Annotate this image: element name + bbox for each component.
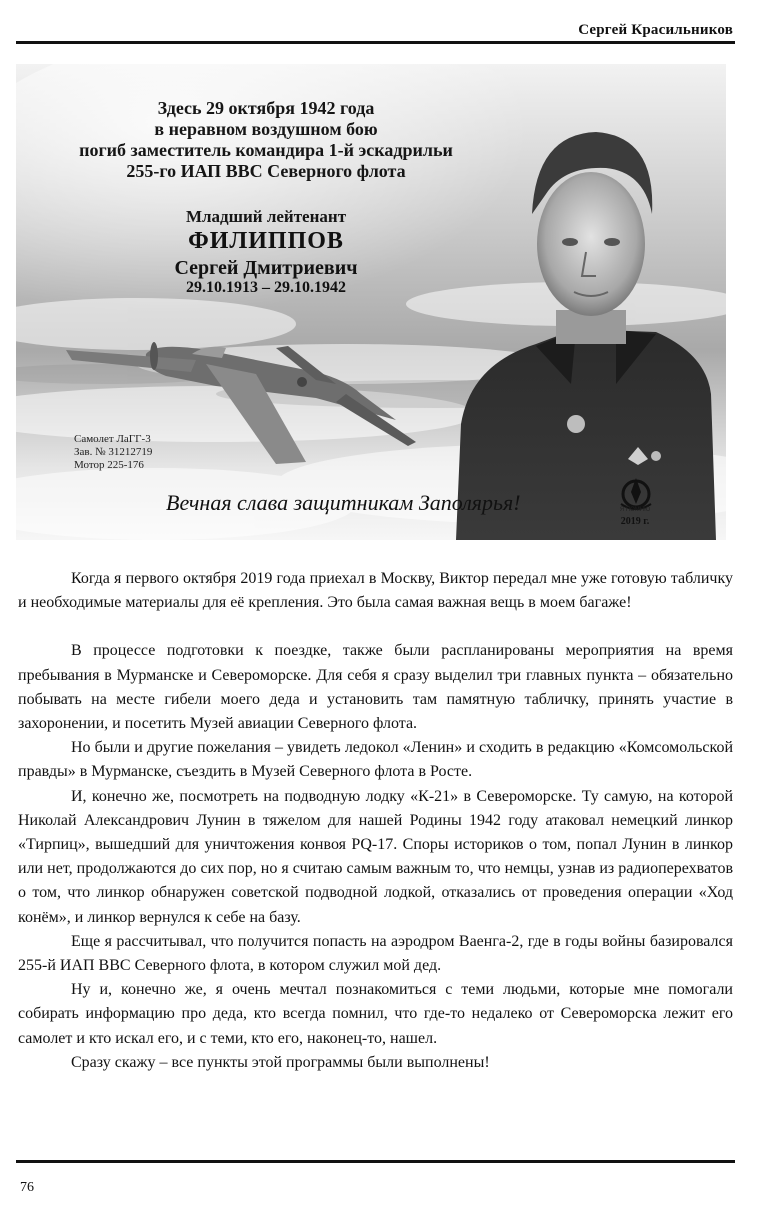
plaque-year: 2019 г. (620, 516, 650, 527)
plaque-inscription (46, 98, 486, 182)
paragraph: Ну и, конечно же, я очень мечтал познакомиться с теми людьми, которые мне помогали собирать информацию про деда, кто всегда помнил, что где-то недалеко от Североморска лежит его самолет и кто искал его, и с теми, кто его, наконец-то, нашел. (18, 981, 733, 1047)
paragraph: Но были и другие пожелания – увидеть ледокол «Ленин» и сходить в редакцию «Комсомольской правды» в Мурманске, съездить в Музей Северного флота в Росте. (18, 739, 733, 781)
paragraph: Когда я первого октября 2019 года приехал в Москву, Виктор передал мне уже готовую табличку и необходимые материалы для её крепления. Это была самая важная вещь в моем багаже! (18, 570, 733, 612)
paragraph: И, конечно же, посмотреть на подводную лодку «К-21» в Североморске. Ту самую, на которой Николай Александрович Лунин в тяжелом для нашей Родины 1942 году атаковал немецкий линкор «Тирпиц», вышедший для уничтожения конвоя PQ-17. Споры историков о том, попал Лунин в линкор или нет, продолжаются до сих пор, но я считаю самым важным то, что немцы, узнав из радиоперехватов о том, что линкор обнаружен советской подводной лодкой, отказались от проведения операции «Ход конём», и линкор вернулся к себе на базу. (18, 787, 733, 926)
aircraft-caption-line: Зав. № 31212719 (74, 446, 153, 458)
article-body (18, 567, 733, 1075)
paragraph: В процессе подготовки к поездке, также были распланированы мероприятия на время пребывания в Мурманске и Североморске. Для себя я сразу выделил три главных пункта – обязательно побывать на месте гибели моего деда и установить там памятную табличку, принять участие в захоронении, и посетить Музей авиации Северного флота. (18, 642, 733, 733)
plaque-line: 255-го ИАП ВВС Северного флота (126, 161, 406, 181)
aircraft-caption-line: Мотор 225-176 (74, 459, 144, 471)
aircraft-caption-line: Самолет ЛаГГ-3 (74, 433, 151, 445)
plaque-name: Сергей Дмитриевич (174, 257, 358, 279)
paragraph: Сразу скажу – все пункты этой программы были выполнены! (71, 1053, 490, 1071)
plaque-rank: Младший лейтенант (185, 207, 347, 226)
plaque-dates: 29.10.1913 – 29.10.1942 (186, 279, 346, 296)
aircraft-caption (74, 433, 152, 472)
page-number: 76 (20, 1180, 34, 1195)
paragraph: Еще я рассчитывал, что получится попасть на аэродром Ваенга-2, где в годы войны базировался 255-й ИАП ВВС Северного флота, в котором служил мой дед. (18, 932, 733, 975)
running-header-author: Сергей Красильников (578, 22, 733, 38)
plaque-line: Здесь 29 октября 1942 года (157, 98, 375, 118)
plaque-surname: ФИЛИППОВ (188, 228, 344, 254)
plaque-line: в неравном воздушном бою (154, 119, 378, 139)
header-rule (16, 41, 735, 44)
plaque-line: погиб заместитель командира 1-й эскадрильи (79, 140, 453, 160)
emblem-caption: Я ПОМНЮ (619, 507, 651, 513)
memorial-plaque (16, 64, 726, 540)
footer-rule (16, 1160, 735, 1163)
plaque-motto: Вечная слава защитникам Заполярья! (166, 490, 521, 515)
